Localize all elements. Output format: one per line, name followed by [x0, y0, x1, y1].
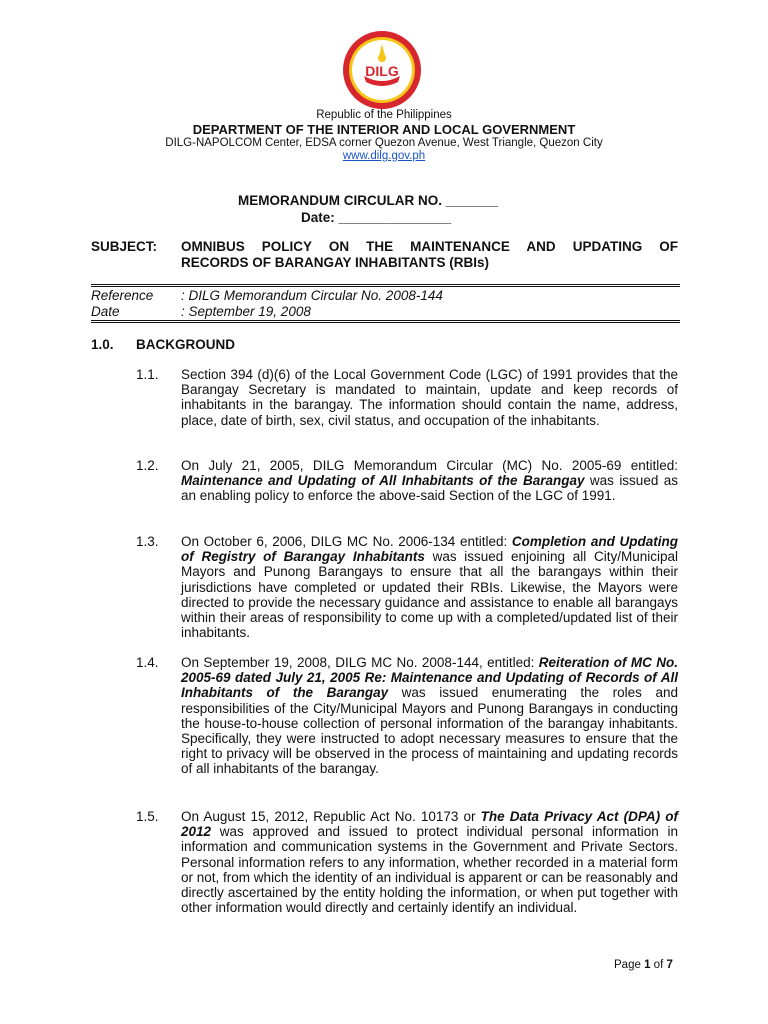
website-link[interactable]: www.dilg.gov.ph	[342, 150, 426, 162]
reference-value: : DILG Memorandum Circular No. 2008-144	[181, 288, 443, 303]
reference-top-rule-2	[91, 286, 680, 287]
reference-bottom-rule	[91, 320, 680, 321]
paragraph-text: On July 21, 2005, DILG Memorandum Circular (MC) No. 2005-69 entitled: Maintenance and Updating of All Inhabitants of the Barangay was issued as an enabling policy to enforce the above-said Section of the LGC of 1991.	[181, 458, 678, 504]
emphasis-title: Reiteration of MC No. 2005-69 dated July 21, 2005 Re: Maintenance and Updating of Records of All Inhabitants of the Barangay	[181, 655, 678, 701]
reference-bottom-rule-2	[91, 322, 680, 323]
subject-label: SUBJECT:	[91, 239, 158, 254]
reference-label: Reference	[91, 288, 154, 303]
paragraph-number: 1.4.	[136, 655, 159, 670]
section-number: 1.0.	[91, 337, 114, 352]
paragraph-text: On August 15, 2012, Republic Act No. 10173 or The Data Privacy Act (DPA) of 2012 was approved and issued to protect individual personal information in information and communication systems in the Government and Private Sectors. Personal information refers to any information, whether recorded in a material form or not, from which the identity of an individual is apparent or can be reasonably and directly ascertained by the entity holding the information, or when put together with other information would directly and certainly identify an individual.	[181, 809, 678, 916]
page-footer: Page 1 of 7	[614, 959, 673, 971]
paragraph-number: 1.5.	[136, 809, 159, 824]
reference-date-label: Date	[91, 304, 120, 319]
memo-date: Date: _______________	[301, 210, 452, 225]
paragraph-number: 1.2.	[136, 458, 159, 473]
paragraph-number: 1.3.	[136, 534, 159, 549]
reference-top-rule	[91, 284, 680, 285]
paragraph-number: 1.1.	[136, 367, 159, 382]
emphasis-title: Maintenance and Updating of All Inhabitants of the Barangay	[181, 473, 585, 489]
paragraph-text: On October 6, 2006, DILG MC No. 2006-134 entitled: Completion and Updating of Registry of Barangay Inhabitants was issued enjoining all City/Municipal Mayors and Punong Barangays to ensure that all the barangays within their jurisdictions have completed or updated their RBIs. Likewise, the Mayors were directed to provide the necessary guidance and assistance to enable all barangays within their areas of responsibility to come up with a completed/updated list of their inhabitants.	[181, 534, 678, 641]
subject-line-2: RECORDS OF BARANGAY INHABITANTS (RBIs)	[181, 255, 490, 270]
republic-line: Republic of the Philippines	[316, 109, 452, 121]
emphasis-title: The Data Privacy Act (DPA) of 2012	[181, 809, 678, 840]
reference-date-value: : September 19, 2008	[181, 304, 311, 319]
subject-line-1: OMNIBUS POLICY ON THE MAINTENANCE AND UPDATING OF	[181, 239, 678, 254]
address-line: DILG-NAPOLCOM Center, EDSA corner Quezon Avenue, West Triangle, Quezon City	[165, 137, 603, 149]
department-name: DEPARTMENT OF THE INTERIOR AND LOCAL GOVERNMENT	[192, 122, 576, 137]
paragraph-text: Section 394 (d)(6) of the Local Government Code (LGC) of 1991 provides that the Barangay Secretary is mandated to maintain, update and keep records of inhabitants in the barangay. The information should contain the name, address, place, date of birth, sex, civil status, and occupation of the inhabitants.	[181, 367, 678, 428]
logo-text: DILG	[365, 63, 399, 79]
paragraph-text: On September 19, 2008, DILG MC No. 2008-144, entitled: Reiteration of MC No. 2005-69 dated July 21, 2005 Re: Maintenance and Updating of Records of All Inhabitants of the Barangay was issued enumerating the roles and responsibilities of the City/Municipal Mayors and Punong Barangays in conducting the house-to-house collection of personal information of the barangay inhabitants. Specifically, they were instructed to adopt necessary measures to ensure that the right to privacy will be observed in the process of maintaining and updating records of all inhabitants of the barangay.	[181, 655, 678, 777]
memo-circular-number: MEMORANDUM CIRCULAR NO. _______	[238, 193, 499, 208]
section-title: BACKGROUND	[136, 337, 235, 352]
emphasis-title: Completion and Updating of Registry of Barangay Inhabitants	[181, 534, 678, 565]
dilg-seal-logo	[342, 30, 422, 110]
